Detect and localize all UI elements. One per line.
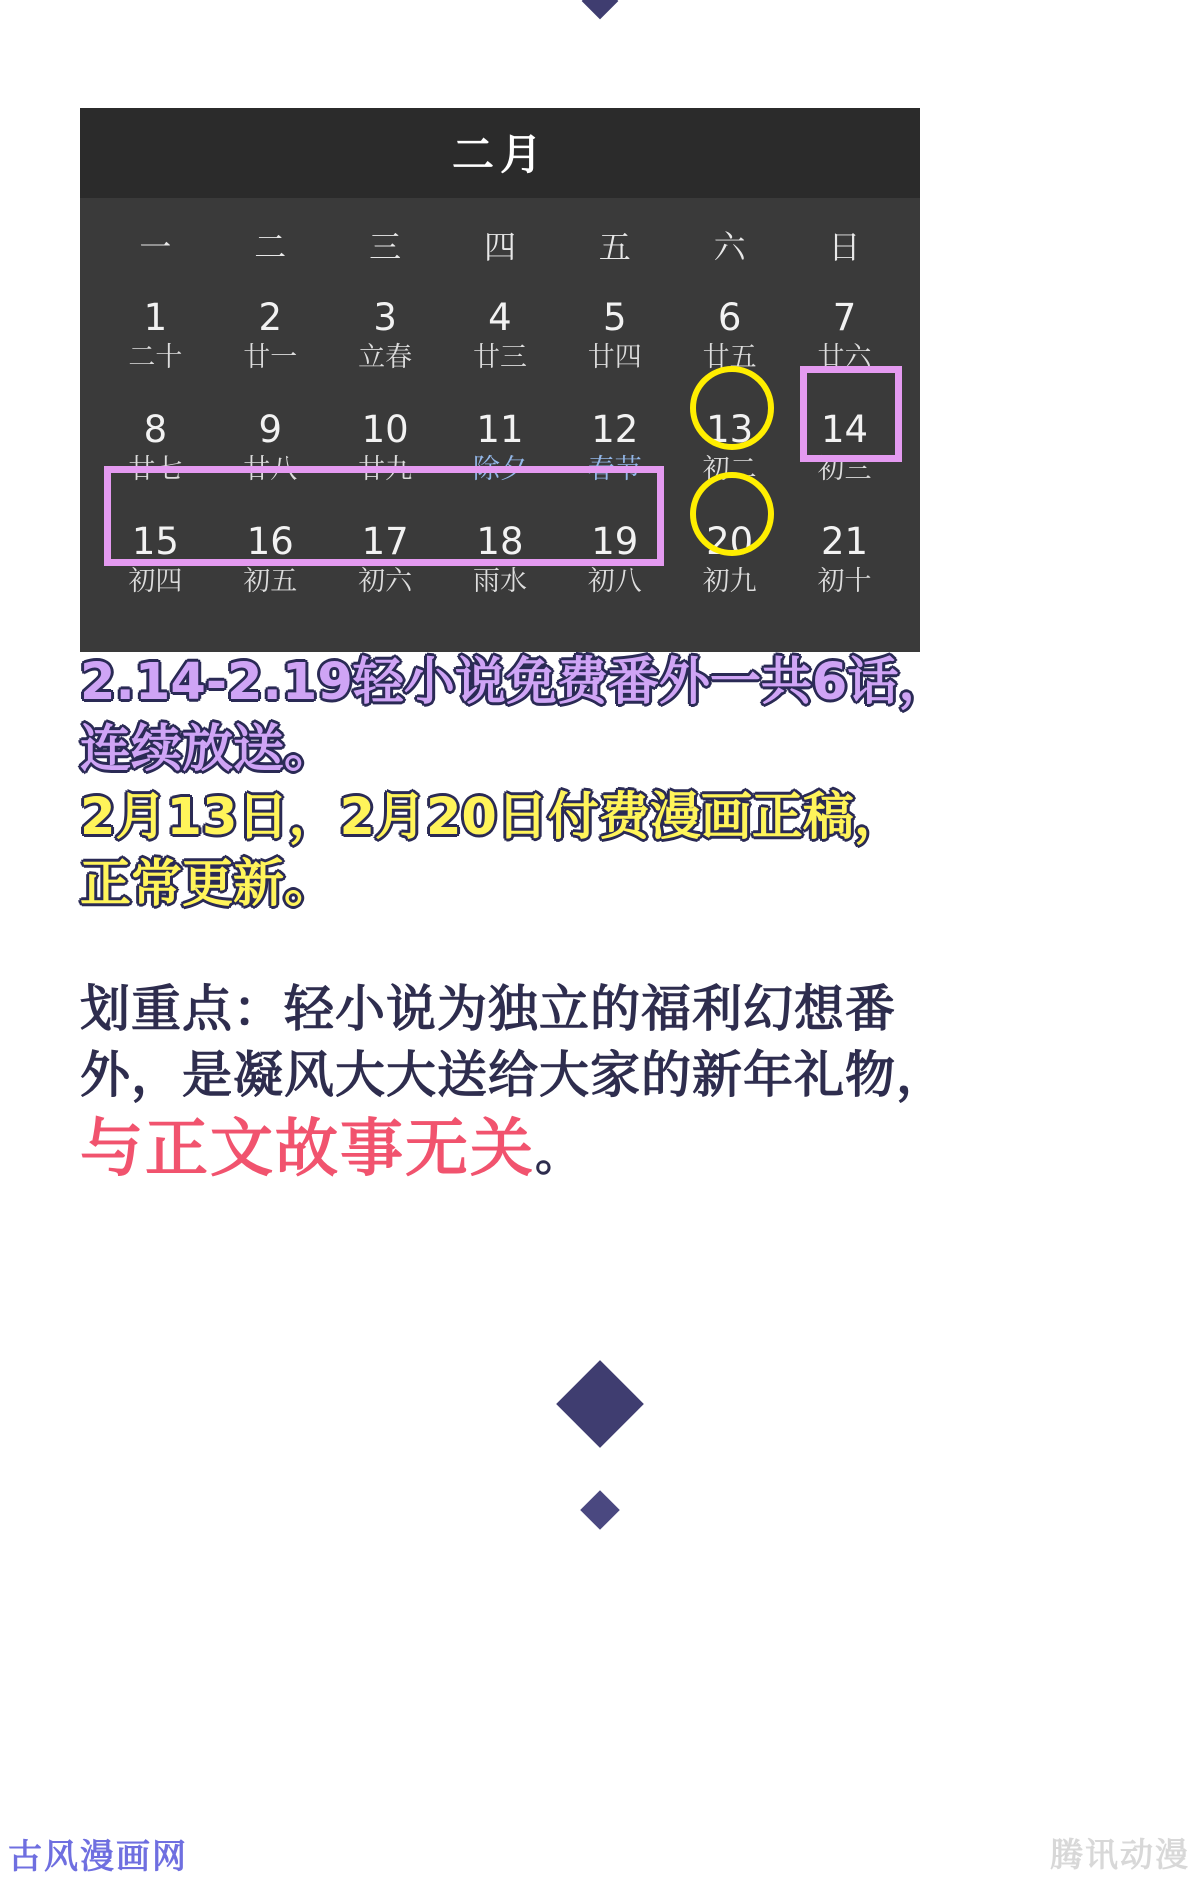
calendar-day-cell[interactable] — [213, 402, 328, 514]
day-lunar-label: 廿六 — [817, 342, 872, 373]
day-lunar-label: 廿八 — [243, 454, 298, 485]
day-lunar-label: 廿九 — [358, 454, 413, 485]
day-number: 13 — [706, 408, 754, 451]
day-lunar-label: 除夕 — [472, 454, 527, 485]
day-number: 1 — [143, 296, 168, 339]
weekday-header: 四 — [483, 228, 516, 266]
calendar-day-cell[interactable] — [213, 514, 328, 626]
day-lunar-label: 雨水 — [472, 566, 527, 597]
notice-line-7 — [80, 1109, 1120, 1190]
weekday-header: 三 — [369, 228, 402, 266]
day-number: 20 — [706, 520, 754, 563]
day-number: 15 — [131, 520, 179, 563]
diamond-ornament-top — [582, 0, 619, 19]
notice-line-6: 外，是凝风大大送给大家的新年礼物， — [80, 1046, 947, 1105]
calendar-day-cell[interactable] — [787, 514, 902, 626]
calendar-day-cell[interactable] — [443, 402, 558, 514]
notice-emphasis: 与正文故事无关 — [80, 1112, 535, 1186]
weekday-header: 一 — [139, 228, 172, 266]
day-lunar-label: 廿五 — [702, 342, 757, 373]
notice-text-block — [80, 650, 1120, 1192]
calendar-day-cell[interactable] — [328, 402, 443, 514]
notice-emphasis-tail: 。 — [535, 1127, 583, 1182]
day-number: 18 — [476, 520, 524, 563]
day-lunar-label: 初五 — [243, 566, 298, 597]
day-number: 4 — [488, 296, 512, 339]
day-lunar-label: 立春 — [358, 342, 413, 373]
weekday-header: 六 — [713, 228, 746, 266]
diamond-ornament-middle — [556, 1360, 644, 1448]
day-lunar-label: 初三 — [817, 454, 872, 485]
notice-line-3: 2月13日，2月20日付费漫画正稿， — [80, 787, 905, 847]
calendar-day-cell[interactable] — [787, 402, 902, 514]
calendar-day-cell[interactable] — [443, 514, 558, 626]
day-number: 7 — [832, 296, 857, 339]
calendar-day-cell[interactable] — [213, 290, 328, 402]
calendar-day-cell[interactable] — [557, 402, 672, 514]
day-number: 14 — [820, 408, 869, 451]
text-spacer — [80, 919, 1120, 977]
day-lunar-label: 初二 — [702, 454, 757, 485]
day-number: 16 — [246, 520, 294, 563]
day-number: 17 — [361, 520, 409, 563]
calendar-week-row — [98, 290, 902, 402]
day-number: 8 — [143, 408, 168, 451]
day-lunar-label: 初九 — [702, 566, 757, 597]
calendar-week-row — [98, 514, 902, 626]
day-number: 3 — [373, 296, 397, 339]
watermark-left: 古风漫画网 — [8, 1837, 188, 1877]
diamond-ornament-bottom — [580, 1490, 620, 1530]
calendar-day-cell[interactable] — [98, 402, 213, 514]
calendar-day-cell[interactable] — [557, 514, 672, 626]
calendar-day-cell[interactable] — [98, 514, 213, 626]
watermark-right: 腾讯动漫 — [1050, 1835, 1190, 1874]
day-lunar-label: 廿四 — [587, 342, 642, 373]
day-lunar-label: 初四 — [128, 566, 183, 597]
weekday-header: 五 — [598, 228, 631, 266]
notice-line-4: 正常更新。 — [80, 854, 336, 914]
day-number: 6 — [717, 296, 742, 339]
day-lunar-label: 初六 — [358, 566, 413, 597]
weekday-header: 日 — [828, 228, 861, 266]
calendar-day-cell[interactable] — [672, 290, 787, 402]
calendar-card — [80, 108, 920, 652]
calendar-day-cell[interactable] — [672, 514, 787, 626]
day-lunar-label: 二十 — [128, 342, 183, 373]
day-lunar-label: 初十 — [817, 566, 872, 597]
day-number: 10 — [361, 408, 409, 451]
calendar-day-cell[interactable] — [787, 290, 902, 402]
day-number: 11 — [476, 408, 524, 451]
day-lunar-label: 廿七 — [128, 454, 183, 485]
notice-line-1: 2.14-2.19轻小说免费番外一共6话， — [80, 653, 950, 712]
day-number: 5 — [603, 296, 627, 339]
calendar-grid — [98, 212, 902, 626]
calendar-day-cell[interactable] — [328, 514, 443, 626]
notice-line-2: 连续放送。 — [80, 720, 336, 780]
day-number: 21 — [820, 520, 869, 563]
day-number: 9 — [258, 408, 283, 451]
calendar-day-cell[interactable] — [443, 290, 558, 402]
weekday-header: 二 — [254, 228, 287, 266]
day-lunar-label: 初八 — [587, 566, 642, 597]
calendar-weekday-row — [98, 212, 902, 290]
day-lunar-label: 春节 — [587, 454, 642, 485]
calendar-day-cell[interactable] — [557, 290, 672, 402]
calendar-day-cell[interactable] — [672, 402, 787, 514]
day-lunar-label: 廿一 — [243, 342, 298, 373]
notice-line-5: 划重点：轻小说为独立的福利幻想番 — [80, 980, 896, 1039]
day-number: 2 — [258, 296, 283, 339]
calendar-body — [80, 198, 920, 652]
calendar-month-title: 二月 — [80, 108, 920, 198]
calendar-day-cell[interactable] — [328, 290, 443, 402]
day-number: 19 — [591, 520, 639, 563]
day-lunar-label: 廿三 — [472, 342, 527, 373]
calendar-day-cell[interactable] — [98, 290, 213, 402]
day-number: 12 — [591, 408, 639, 451]
calendar-week-row — [98, 402, 902, 514]
